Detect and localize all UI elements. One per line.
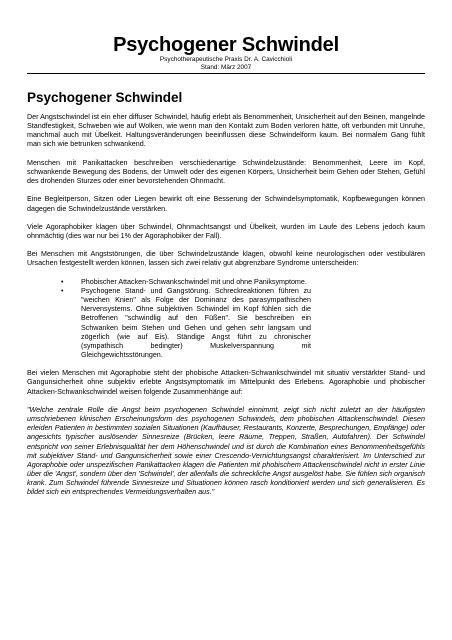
document-date: Stand: März 2007 [200,63,252,71]
list-item-text: Psychogene Stand- und Gangstörung. Schreckreaktionen führen zu "weichen Knien" als Folge der Dominanz des parasympathischen Nervensystems. Ohne subjektiven Schwindel im Kopf fühlen sich die Betroffenen "schwindlig auf den Füßen". Sie beschreiben ein Schwanken beim Stehen und Gehen und gehen sehr langsam und zögerlich (wie auf Eis). Ständige Angst führt zu chronischer (sympathisch bedingter) Muskelverspannung mit Gleichgewichtsstörungen. [81,286,311,359]
list-item [27,287,311,360]
quote-paragraph: "Welche zentrale Rolle die Angst beim psychogenen Schwindel einnimmt, zeigt sich nicht zuletzt an der häufigsten umschriebenen klinischen Erscheinungsform des psychogenen Schwindels, dem phobischen Attackenschwindel. Diesen erleiden Patienten in bestimmten sozialen Situationen (Kaufhäuser, Restaurants, Konzerte, Besprechungen, Empfänge) oder angesichts typischer auslösender Sinnesreize (Brücken, leere Räume, Treppen, Straßen, Autofahren). Der Schwindel entspricht von seiner Erlebnisqualität her dem Höhenschwindel und ist durch die Kombination eines Benommenheitsgefühls mit subjektiver Stand- und Gangunsicherheit sowie einer Crescendo-Vernichtungsangst charakterisiert. Im Unterschied zur Agoraphobie oder unspezifischen Panikattacken klagen die Patienten mit phobischem Attackenschwindel nicht in erster Linie über die 'Angst', sondern über den 'Schwindel', der allenfalls die schreckliche Angst ausgelöst habe. Sie fühlen sich organisch krank. Zum Schwindel führende Sinnesreize und Situationen können rasch konditioniert werden und sich generalisieren. Es bildet sich ein entsprechendes Vermeidungsverhalten aus." [27,405,425,497]
paragraph: Menschen mit Panikattacken beschreiben verschiedenartige Schwindelzustände: Benommenheit, Leere im Kopf, schwankende Bewegung des Bodens, der Umwelt oder des eigenen Körpers, Unsicherheit beim Gehen oder Stehen, Gefühl des drohenden Sturzes oder einer bevorstehenden Ohnmacht. [27,158,425,186]
bullet-list [27,278,425,360]
section-title: Psychogener Schwindel [27,90,183,105]
document-header [27,34,425,71]
practice-name: Psychotherapeutische Praxis Dr. A. Cavicchioli [159,56,293,63]
bullet-icon: • [61,278,64,286]
paragraph: Viele Agoraphobiker klagen über Schwindel, Ohnmachtsangst und Übelkeit, wurden im Laufe des Lebens jedoch kaum ohnmächtig (dies war nur bei 1% der Agoraphobiker der Fall). [27,222,425,240]
bullet-icon: • [61,287,64,295]
document-body [27,113,425,507]
header-rule [27,73,425,74]
paragraph: Der Angstschwindel ist ein eher diffuser Schwindel, häufig erlebt als Benommenheit, Unsicherheit auf den Beinen, mangelnde Standfestigkeit, Schweben wie auf Wolken, wie wenn man den Kontakt zum Boden verloren hätte, oft verbunden mit Unruhe, manchmal auch mit Übelkeit. Haltungsveränderungen beeinflussen diese Schwindelform kaum. Bei normalem Gang fühlt man sich wie betrunken schwankend. [27,113,425,149]
paragraph: Bei Menschen mit Angststörungen, die über Schwindelzustände klagen, obwohl keine neurologischen oder vestibulären Ursachen festgestellt werden können, lassen sich zwei relativ gut abgrenzbare Syndrome unterscheiden: [27,250,425,268]
paragraph: Eine Begleitperson, Sitzen oder Liegen bewirkt oft eine Besserung der Schwindelsymptomatik, Kopfbewegungen können dagegen die Schwindelzustände verstärken. [27,195,425,213]
paragraph: Bei vielen Menschen mit Agoraphobie steht der phobische Attacken-Schwankschwindel mit situativ verstärkter Stand- und Gangunsicherheit ohne subjektiv erlebte Angstsymptomatik im Mittelpunkt des Erlebens. Agoraphobie und phobischer Attacken-Schwankschwindel weisen folgende Zusammenhänge auf: [27,369,425,396]
list-item [27,278,311,287]
document-title: Psychogener Schwindel [113,34,339,56]
list-item-text: Phobischer Attacken-Schwankschwindel mit und ohne Paniksymptome. [81,277,307,286]
